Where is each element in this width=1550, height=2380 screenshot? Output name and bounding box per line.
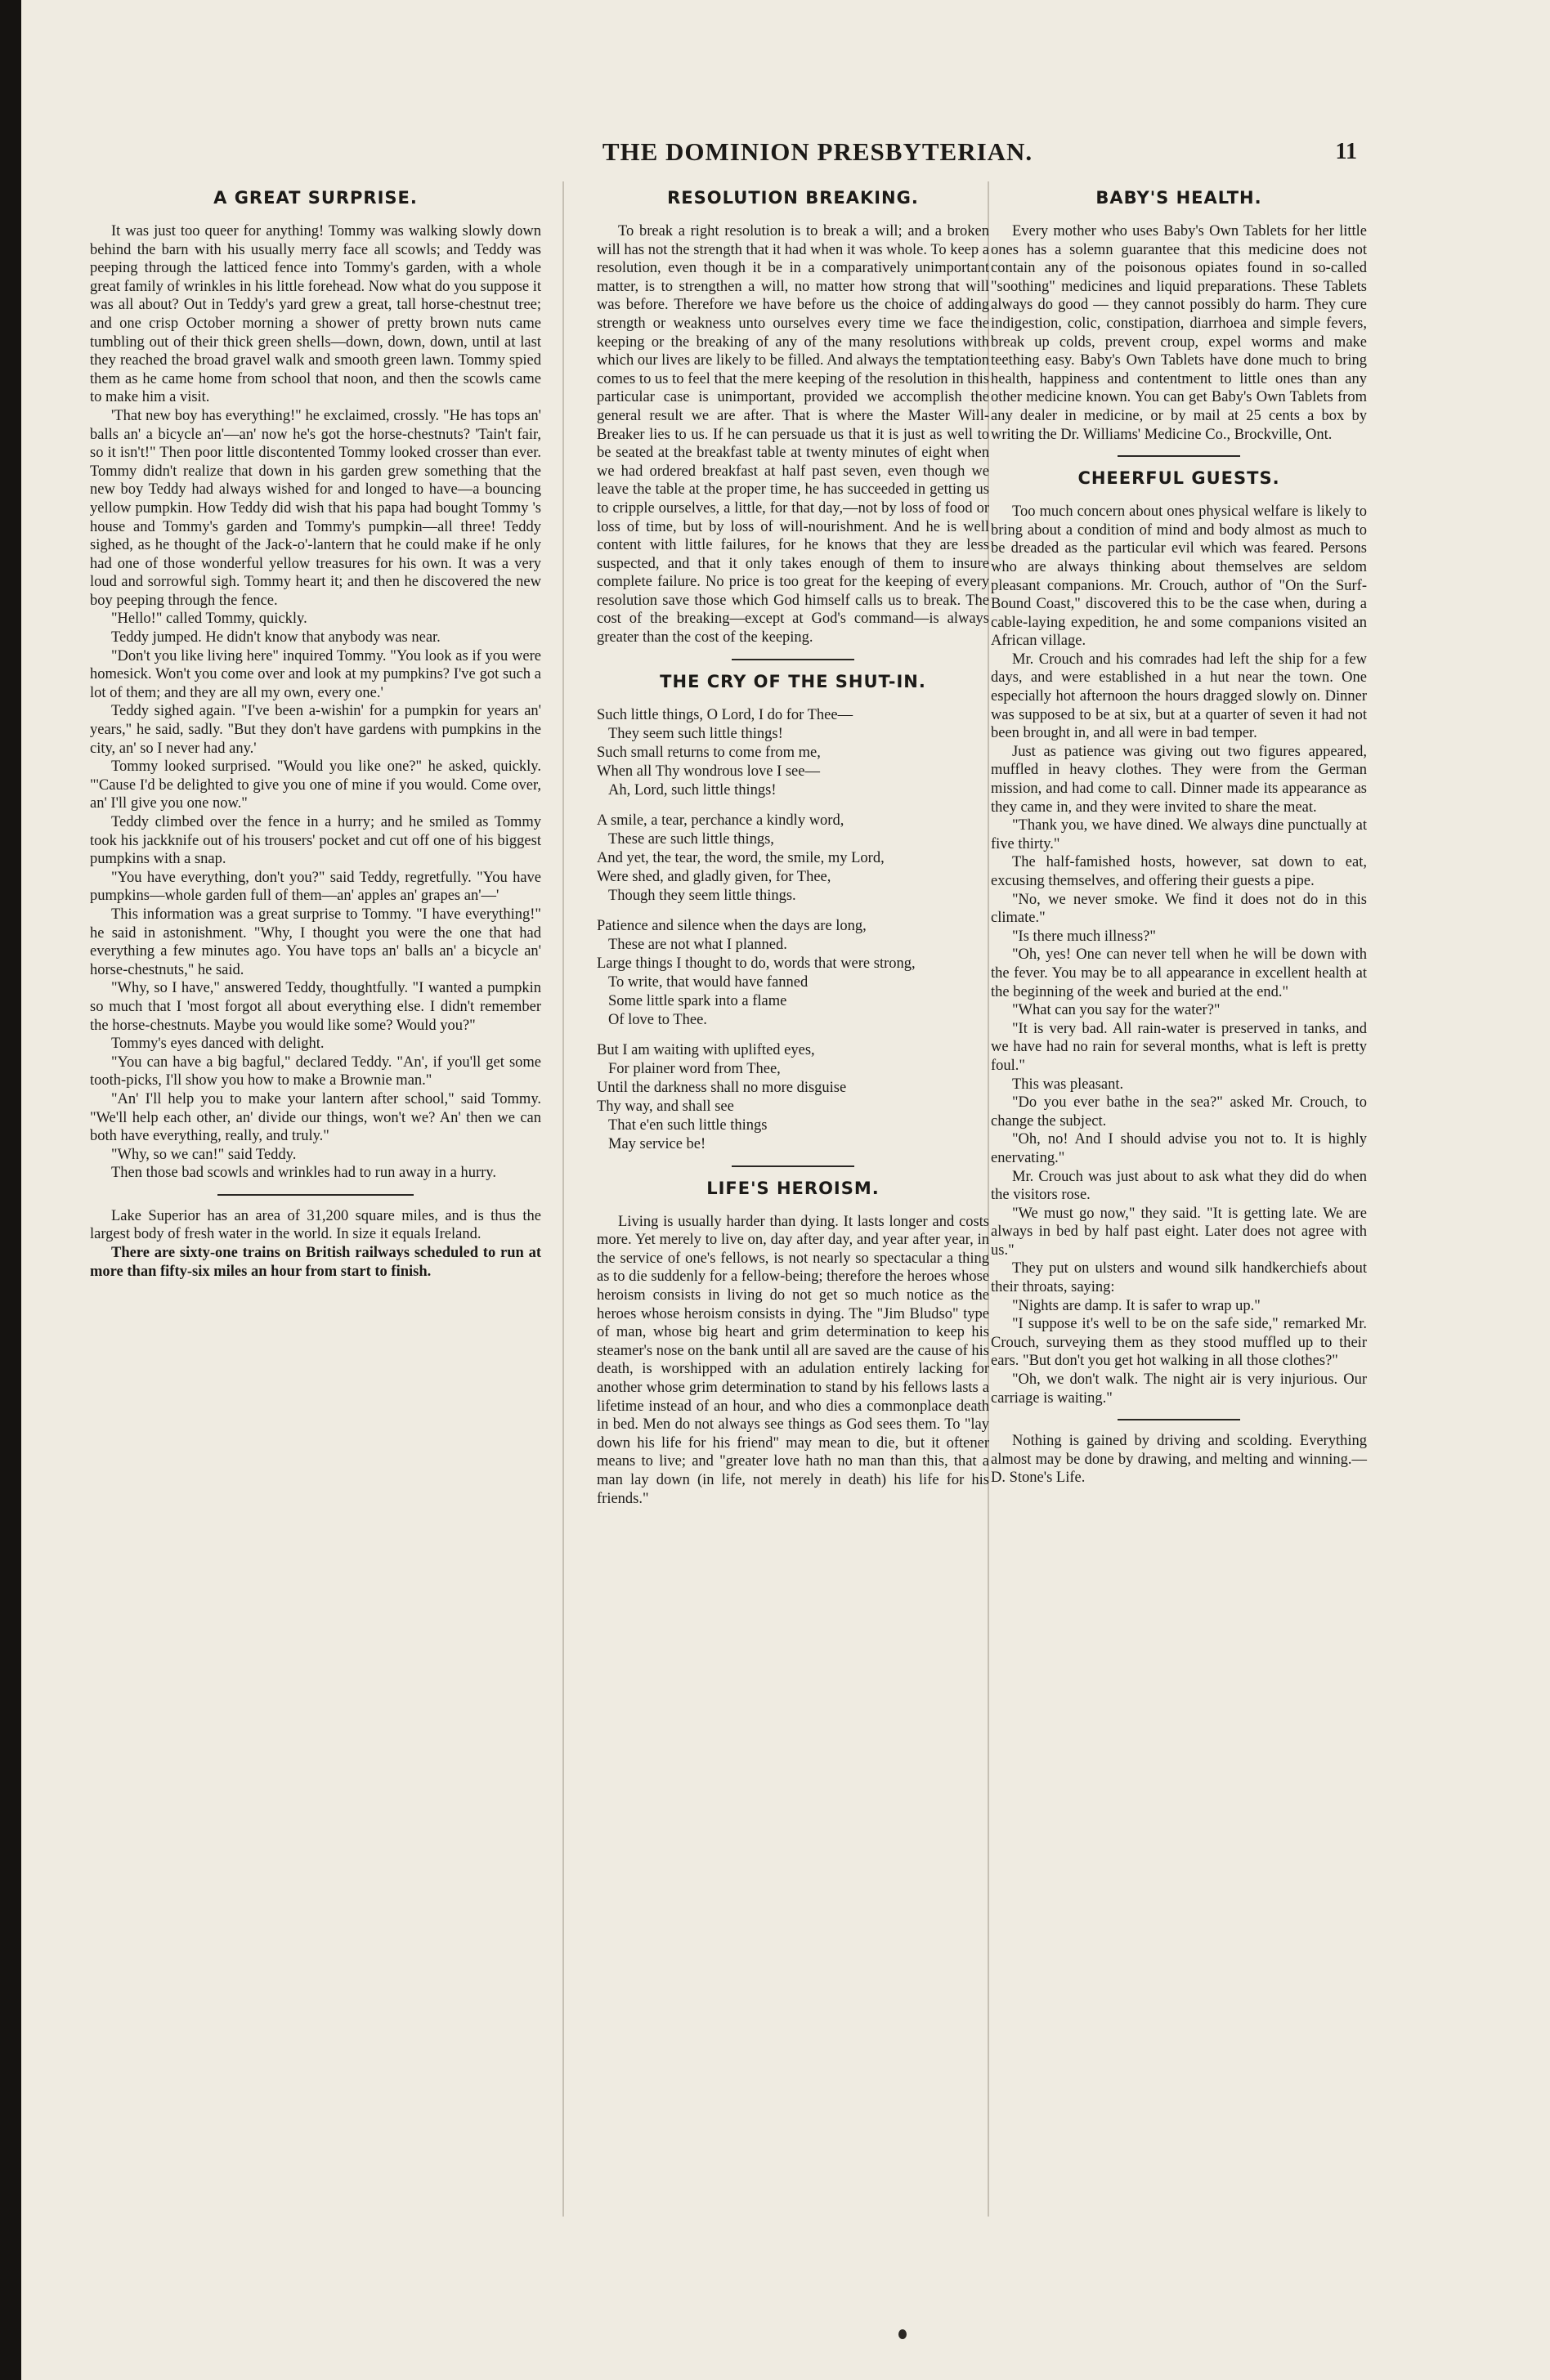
scan-border <box>0 0 21 2380</box>
poem-line: These are such little things, <box>608 830 774 848</box>
paragraph: "Don't you like living here" inquired Tommy. "You look as if you were homesick. Won't you come over and look at my pumpkins? I've got such a lot of them; and they are all my own, every one.' <box>90 647 541 701</box>
article-heading: A GREAT SURPRISE. <box>213 188 418 208</box>
paragraph: "An' I'll help you to make your lantern after school," said Tommy. "We'll help each other, an' divide our things, won't we? An' then we can both have everything, really, and truly." <box>90 1090 541 1145</box>
poem-line: Such little things, O Lord, I do for Thee— <box>597 706 853 723</box>
note-paragraph: Lake Superior has an area of 31,200 square miles, and is thus the largest body of fresh water in the world. In size it equals Ireland. <box>90 1207 541 1243</box>
poem-line: Thy way, and shall see <box>597 1098 734 1115</box>
section-rule <box>732 659 854 660</box>
paragraph: "Why, so we can!" said Teddy. <box>111 1146 297 1163</box>
paragraph: "Is there much illness?" <box>1012 928 1156 945</box>
article-heading: RESOLUTION BREAKING. <box>667 188 919 208</box>
article-heading: THE CRY OF THE SHUT-IN. <box>660 671 926 691</box>
poem-line: For plainer word from Thee, <box>608 1060 781 1077</box>
paragraph: "Hello!" called Tommy, quickly. <box>111 611 307 628</box>
paragraph: They put on ulsters and wound silk handkerchiefs about their throats, saying: <box>991 1260 1367 1296</box>
poem-line: That e'en such little things <box>608 1116 768 1134</box>
article-body: Living is usually harder than dying. It lasts longer and costs more. Yet merely to live on, day after day, and year after year, in the service of one's fellows, is not nearly so spectacular a thing as to die suddenly for a fellow-being; therefore the heroes whose heroism consists in living do not get so much notice as the heroes whose heroism consists in dying. The "Jim Bludso" type of man, whose big heart and grim determination to keep his steamer's nose on the bank until all are saved are the cause of his death, is worshipped with an adulation entirely lacking for another whose grim determination to stand by his fellows lasts a lifetime instead of an hour, and who dies a commonplace death in bed. Men do not always see things as God sees them. To "lay down his life for his friend" may mean to die, but it oftener means to live; and "greater love hath no man than this, that a man lay down (in life, not merely in death) his life for his friends." <box>597 1213 989 1507</box>
column-divider <box>562 181 564 2217</box>
poem-line: Large things I thought to do, words that were strong, <box>597 955 916 972</box>
poem-line: A smile, a tear, perchance a kindly word, <box>597 812 844 829</box>
paragraph: "We must go now," they said. "It is getting late. We are always in bed by half past eight. Later does not agree with us." <box>991 1205 1367 1259</box>
section-rule <box>1118 455 1240 457</box>
paragraph: Just as patience was giving out two figures appeared, muffled in heavy clothes. They were from the German mission, and had come to call. Dinner made its appearance as they came in, and they were invited to share the meat. <box>991 743 1367 816</box>
paragraph: "Thank you, we have dined. We always dine punctually at five thirty." <box>991 817 1367 852</box>
paragraph: Mr. Crouch was just about to ask what they did do when the visitors rose. <box>991 1168 1367 1204</box>
paragraph: Teddy sighed again. "I've been a-wishin' for a pumpkin for years an' years," he said, sadly. "But they don't have gardens with pumpkins in the city, an' so I never had any.' <box>90 703 541 757</box>
poem-line: Of love to Thee. <box>608 1011 707 1028</box>
paragraph: Too much concern about ones physical welfare is likely to bring about a condition of mind and body almost as much to be dreaded as the particular evil which was feared. Persons who are always thinking about themselves are seldom pleasant companions. Mr. Crouch, author of "On the Surf-Bound Coast," discovered this to be the case when, during a cable-laying expedition, he and some companions visited an African village. <box>991 503 1367 650</box>
poem-line: To write, that would have fanned <box>608 973 809 991</box>
paragraph: "Oh, we don't walk. The night air is very injurious. Our carriage is waiting." <box>991 1371 1367 1407</box>
column-right <box>991 181 1367 1488</box>
article-body <box>90 222 541 1183</box>
paragraph: Mr. Crouch and his comrades had left the ship for a few days, and were established in a hut near the town. One especially hot afternoon the hours dragged slowly on. Dinner was supposed to be at six, but at a quarter of seven it had not been brought in, and all were in bad temper. <box>991 651 1367 742</box>
paragraph: "You have everything, don't you?" said Teddy, regretfully. "You have pumpkins—whole garden full of them—an' apples an' grapes an'—' <box>90 869 541 905</box>
closing-paragraph: Nothing is gained by driving and scolding. Everything almost may be done by drawing, and melting and winning.—D. Stone's Life. <box>991 1433 1367 1487</box>
paragraph: Tommy looked surprised. "Would you like one?" he asked, quickly. "'Cause I'd be delighted to give you one of mine if you would. Come over, an' I'll give you one now." <box>90 758 541 812</box>
section-rule <box>217 1194 414 1196</box>
paragraph: "Do you ever bathe in the sea?" asked Mr. Crouch, to change the subject. <box>991 1094 1367 1130</box>
paragraph: "Why, so I have," answered Teddy, thoughtfully. "I wanted a pumpkin so much that I 'most forgot all about everything else. I didn't remember the horse-chestnuts. Maybe you would like some? Would you?" <box>90 980 541 1034</box>
article-heading: CHEERFUL GUESTS. <box>1077 468 1280 489</box>
paragraph: It was just too queer for anything! Tommy was walking slowly down behind the barn with his usually merry face all scowls; and Teddy was peeping through the latticed fence into Tommy's garden, with a whole great family of wrinkles in his little forehead. Now what do you suppose it was all about? Out in Teddy's yard grew a great, tall horse-chestnut tree; and one crisp October morning a shower of pretty brown nuts came tumbling out of their thick green shells—down, down, down, until at last they reached the broad gravel walk and smooth green lawn. Tommy spied them as he came home from school that noon, and then the scowls came to make him a visit. <box>90 223 541 406</box>
poem-line: Were shed, and gladly given, for Thee, <box>597 868 831 885</box>
poem-line: Such small returns to come from me, <box>597 744 821 761</box>
poem-line: Ah, Lord, such little things! <box>608 781 777 799</box>
paragraph: Tommy's eyes danced with delight. <box>111 1036 325 1053</box>
poem-line: Though they seem little things. <box>608 887 796 904</box>
paragraph: "No, we never smoke. We find it does not do in this climate." <box>991 891 1367 927</box>
paragraph: 'That new boy has everything!" he exclaimed, crossly. "He has tops an' balls an' a bicycle an'—an' now he's got the horse-chestnuts? 'Tain't fair, so it isn't!" Then poor little discontented Tommy looked crosser than ever. Tommy didn't realize that down in his garden grew something that the new boy Teddy had always wished for and longed to have—a bouncing yellow pumpkin. How Teddy did wish that his papa had bought Tommy 's house and Tommy's garden and Tommy's pumpkin—all three! Teddy sighed, as he thought of the Jack-o'-lantern that he could make if he only had one of those wonderful yellow treasures for his own. It was a very loud and sorrowful sigh. Tommy heart it; and then he discovered the new boy peeping through the fence. <box>90 407 541 609</box>
page-number: 11 <box>1335 139 1357 164</box>
section-rule <box>732 1165 854 1167</box>
article-body <box>991 503 1367 1407</box>
article-body: To break a right resolution is to break a will; and a broken will has not the strength that it had when it was whole. To keep a resolution, even though it be in a comparatively unimportant matter, is to strengthen a will, no matter how strong that will was before. Therefore we have before us the choice of adding strength or weakness unto ourselves every time we face the keeping or the breaking of any of the many resolutions with which our lives are likely to be filled. And always the temptation comes to us to feel that the mere keeping of the resolution in this particular case is unimportant, provided we accomplish the general result we are after. That is where the Master Will-Breaker lies to us. If he can persuade us that it is just as well to be seated at the breakfast table at twenty minutes of eight when we had ordered breakfast at half past seven, even though we leave the table at the proper time, he has succeeded in getting us to cripple ourselves, a little, for that day,—not by loss of food or loss of time, but by loss of will-nourishment. And he is well content with little failures, for he knows that they are less suspected, and that it only takes enough of them to insure complete failure. No price is too great for the keeping of every resolution save those which God himself calls us to break. The cost of the breaking—except at God's command—is always greater than the cost of the keeping. <box>597 223 989 646</box>
paragraph: "Nights are damp. It is safer to wrap up." <box>1012 1297 1261 1314</box>
poem-line: They seem such little things! <box>608 725 783 742</box>
article-body: Every mother who uses Baby's Own Tablets for her little ones has a solemn guarantee that this medicine does not contain any of the poisonous opiates found in so-called "soothing" medicines and liquid preparations. These Tablets always do good — they cannot possibly do harm. They cure indigestion, colic, constipation, diarrhoea and simple fevers, break up colds, prevent croup, expel worms and make teething easy. Baby's Own Tablets have done much to bring health, happiness and contentment to little ones than any other medicine known. You can get Baby's Own Tablets from any dealer in medicine, or by mail at 25 cents a box by writing the Dr. Williams' Medicine Co., Brockville, Ont. <box>991 223 1367 443</box>
poem-line: These are not what I planned. <box>608 936 787 953</box>
paragraph: "It is very bad. All rain-water is preserved in tanks, and we have had no rain for several months, what is left is pretty foul." <box>991 1020 1367 1074</box>
column-left <box>90 181 541 1281</box>
paragraph: Teddy jumped. He didn't know that anybody was near. <box>111 629 441 646</box>
column-middle <box>597 181 989 1508</box>
stanza-break <box>597 800 989 812</box>
poem-line: Patience and silence when the days are long, <box>597 917 867 934</box>
paragraph: Teddy climbed over the fence in a hurry; and he smiled as Tommy took his jackknife out of his trousers' pocket and cut off one of his biggest pumpkins with a snap. <box>90 814 541 868</box>
note-paragraph: There are sixty-one trains on British railways scheduled to run at more than fifty-six miles an hour from start to finish. <box>90 1245 541 1280</box>
stanza-break <box>597 1030 989 1041</box>
poem-line: Some little spark into a flame <box>608 992 787 1009</box>
paragraph: "Oh, no! And I should advise you not to. It is highly enervating." <box>991 1131 1367 1166</box>
article-heading: LIFE'S HEROISM. <box>706 1178 880 1198</box>
poem-line: But I am waiting with uplifted eyes, <box>597 1041 815 1058</box>
paragraph: "You can have a big bagful," declared Teddy. "An', if you'll get some tooth-picks, I'll show you how to make a Brownie man." <box>90 1054 541 1089</box>
page-title: THE DOMINION PRESBYTERIAN. <box>602 137 1033 166</box>
printer-mark <box>898 2329 907 2339</box>
poem-line: When all Thy wondrous love I see— <box>597 763 820 780</box>
poem <box>597 706 989 1154</box>
article-heading: BABY'S HEALTH. <box>1095 188 1262 208</box>
paragraph: This was pleasant. <box>1012 1076 1124 1093</box>
poem-line: May service be! <box>608 1135 706 1152</box>
paragraph: The half-famished hosts, however, sat down to eat, excusing themselves, and offering their guests a pipe. <box>991 854 1367 889</box>
paragraph: Then those bad scowls and wrinkles had to run away in a hurry. <box>111 1165 496 1182</box>
section-rule <box>1118 1419 1240 1420</box>
paragraph: "I suppose it's well to be on the safe side," remarked Mr. Crouch, surveying them as they stood muffled up to their ears. "But don't you get hot walking in all those clothes?" <box>991 1316 1367 1370</box>
poem-line: And yet, the tear, the word, the smile, my Lord, <box>597 849 885 866</box>
poem-line: Until the darkness shall no more disguise <box>597 1079 847 1096</box>
paragraph: "What can you say for the water?" <box>1012 1002 1221 1019</box>
paragraph: This information was a great surprise to Tommy. "I have everything!" he said in astonishment. "Why, I thought you were the one that had everything a few minutes ago. You have tops an' balls an' a bicycle an' horse-chestnuts," he said. <box>90 906 541 978</box>
stanza-break <box>597 906 989 917</box>
paragraph: "Oh, yes! One can never tell when he will be down with the fever. You may be to all appearance in excellent health at the beginning of the week and buried at the end." <box>991 946 1367 1000</box>
